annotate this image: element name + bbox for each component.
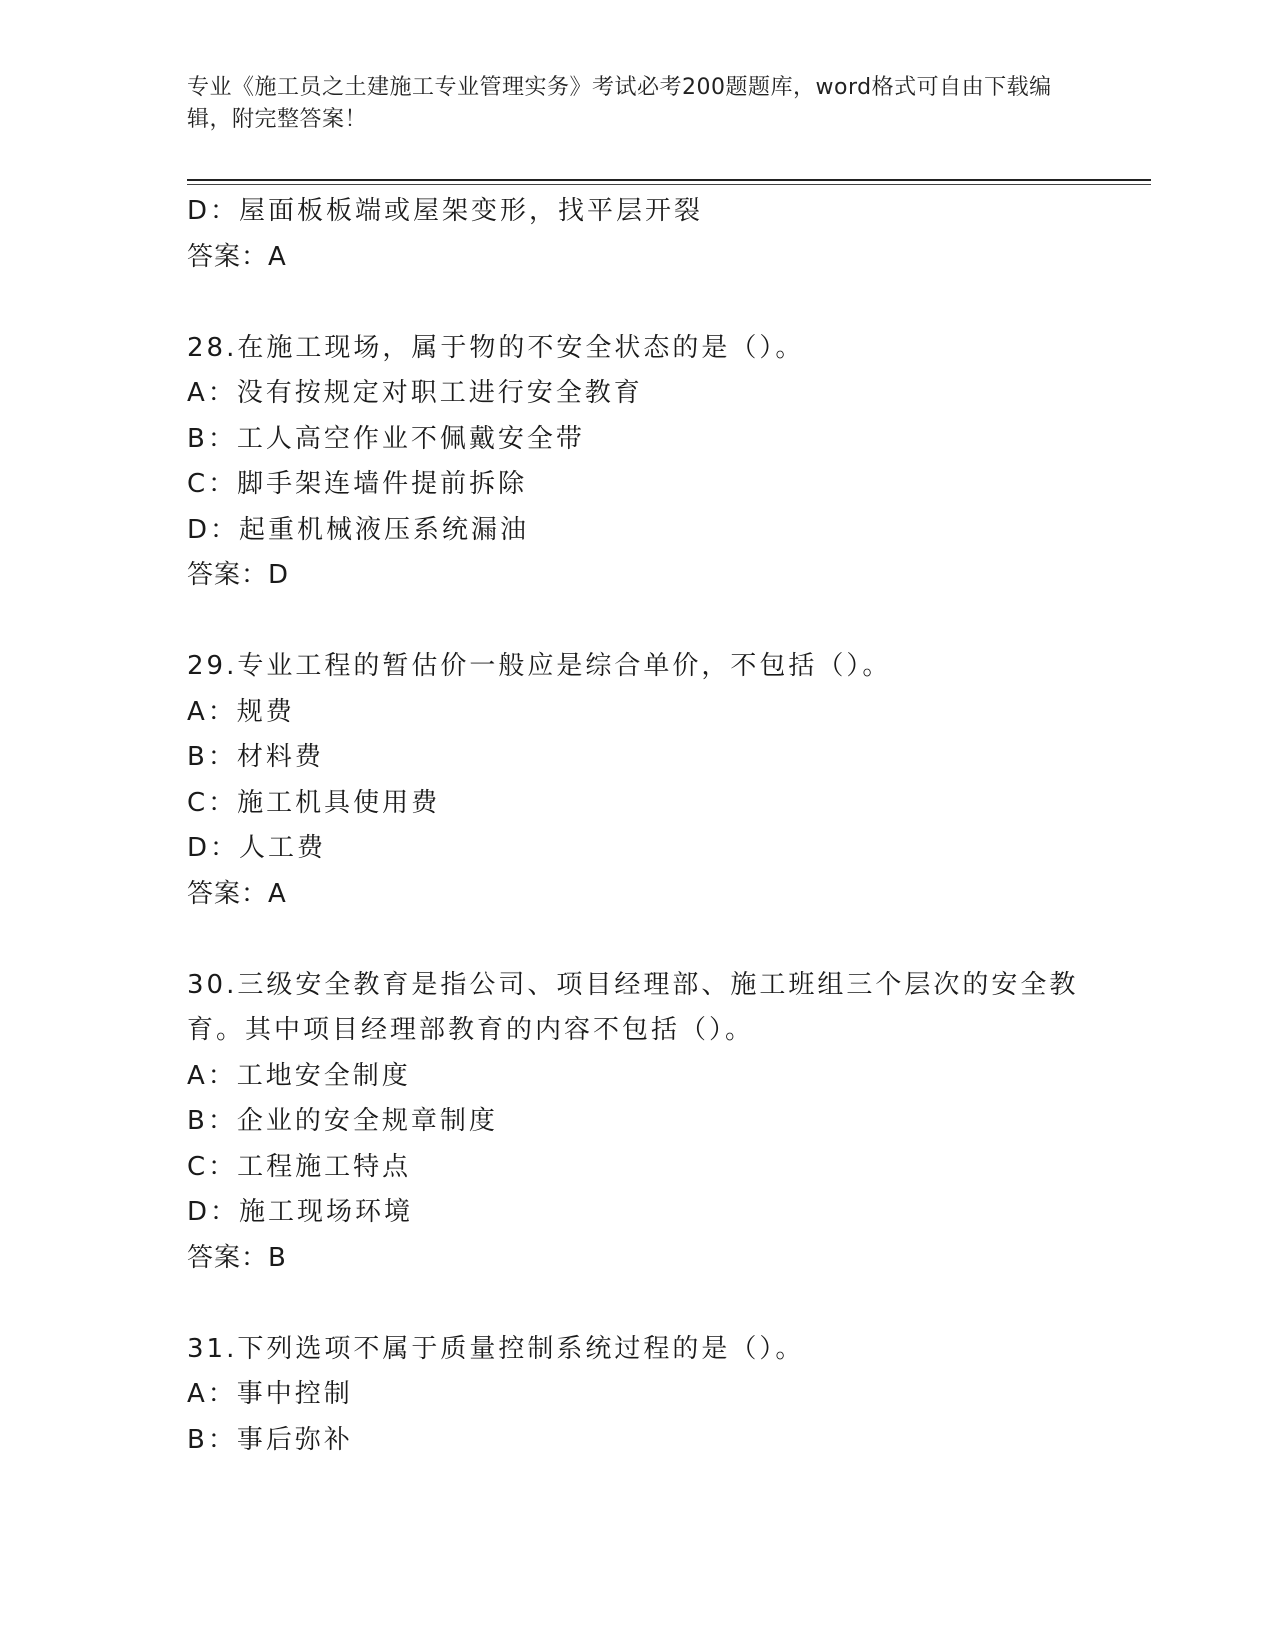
question-text-line-1: 30.三级安全教育是指公司、项目经理部、施工班组三个层次的安全教: [187, 969, 1079, 1000]
question-list: [187, 189, 1137, 1463]
answer-line: 答案：D: [187, 560, 290, 590]
option-c: C：脚手架连墙件提前拆除: [187, 469, 528, 499]
option-a: A：没有按规定对职工进行安全教育: [187, 378, 643, 408]
header-divider-thin: [187, 184, 1151, 185]
spacer: [187, 917, 1137, 963]
spacer: [187, 1281, 1137, 1327]
answer-line: 答案：A: [187, 241, 287, 272]
option-a: A：事中控制: [187, 1379, 353, 1409]
option-d: D：起重机械液压系统漏油: [187, 514, 530, 545]
question-text: 28.在施工现场，属于物的不安全状态的是（）。: [187, 332, 805, 363]
option-c: C：施工机具使用费: [187, 787, 441, 818]
page-header: 专业《施工员之土建施工专业管理实务》考试必考200题题库，word格式可自由下载编辑，附完整答案！: [187, 75, 1052, 132]
header-divider-thick: [187, 179, 1151, 181]
question-block: [187, 644, 1137, 917]
question-block: [187, 1327, 1137, 1464]
spacer: [187, 280, 1137, 326]
option-b: B：工人高空作业不佩戴安全带: [187, 423, 585, 454]
question-text: 31.下列选项不属于质量控制系统过程的是（）。: [187, 1333, 805, 1364]
question-text: 29.专业工程的暂估价一般应是综合单价，不包括（）。: [187, 651, 892, 681]
question-text-line-2: 育。其中项目经理部教育的内容不包括（）。: [187, 1015, 755, 1045]
question-block: [187, 963, 1137, 1282]
option-b: B：企业的安全规章制度: [187, 1106, 498, 1136]
answer-line: 答案：A: [187, 878, 287, 909]
option-d: D：施工现场环境: [187, 1197, 414, 1227]
answer-line: 答案：B: [187, 1242, 287, 1273]
question-block: [187, 326, 1137, 599]
option-b: B：材料费: [187, 742, 324, 772]
option-d: D：人工费: [187, 833, 327, 863]
option-c: C：工程施工特点: [187, 1151, 412, 1182]
spacer: [187, 599, 1137, 645]
option-b: B：事后弥补: [187, 1424, 353, 1455]
option-d: D：屋面板板端或屋架变形，找平层开裂: [187, 196, 704, 226]
option-a: A：工地安全制度: [187, 1060, 411, 1091]
option-a: A：规费: [187, 696, 295, 727]
